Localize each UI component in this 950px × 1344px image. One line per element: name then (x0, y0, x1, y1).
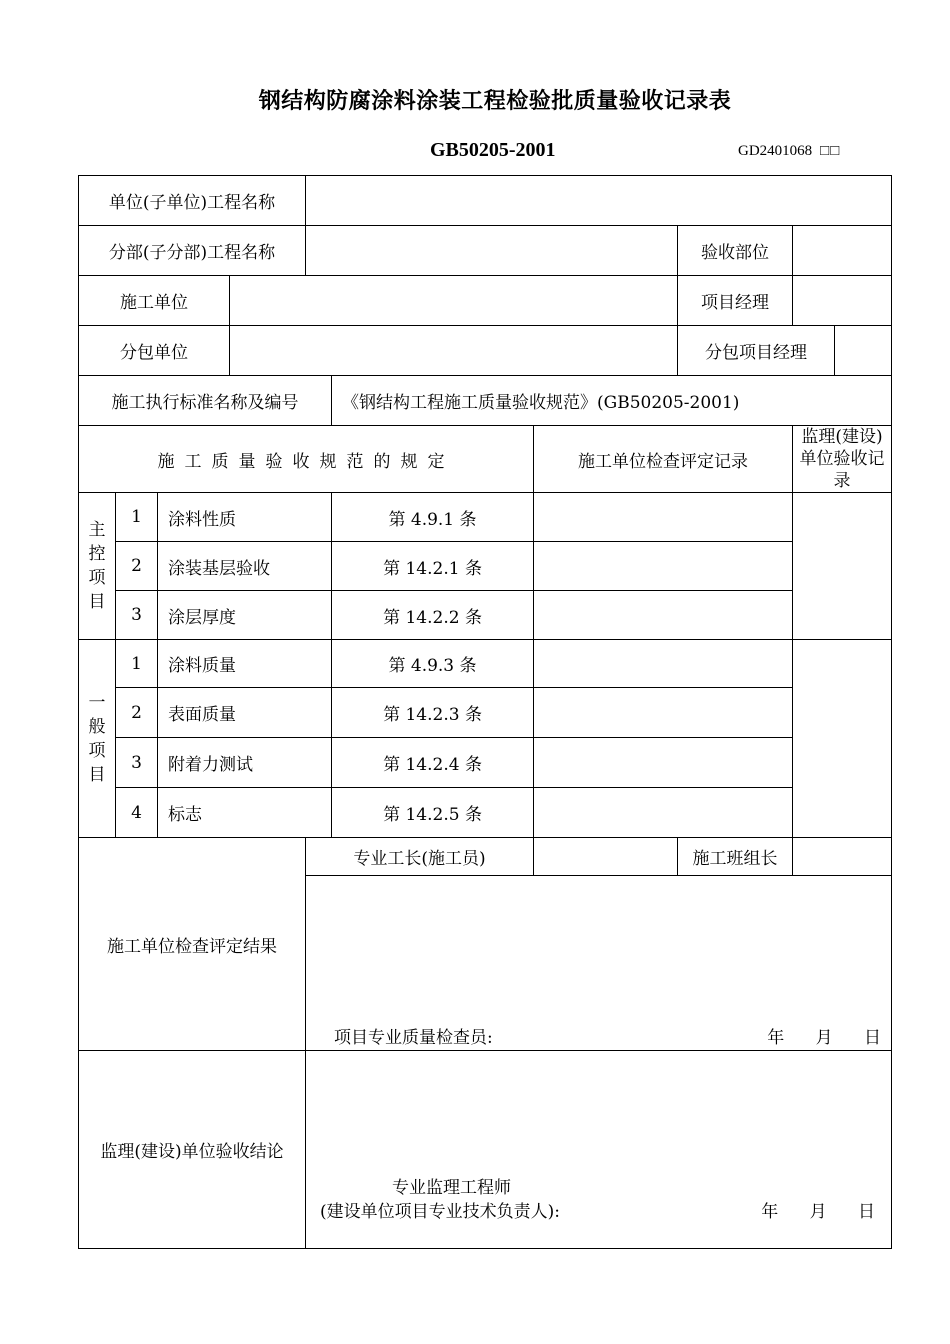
item-check-record[interactable] (534, 493, 793, 542)
item-name: 涂装基层验收 (158, 542, 332, 591)
project-manager-value[interactable] (793, 276, 892, 326)
item-number: 3 (116, 591, 158, 640)
item-clause: 第 14.2.4 条 (332, 738, 534, 788)
supervision-conclusion-label: 监理(建设)单位验收结论 (79, 1051, 306, 1249)
item-name: 涂料质量 (158, 640, 332, 688)
subcontract-unit-label: 分包单位 (79, 326, 230, 376)
sub-project-name-label: 分部(子分部)工程名称 (79, 226, 306, 276)
general-items-label (79, 640, 116, 838)
row-unit-project (79, 176, 892, 226)
inspection-date: 年 月 日 (767, 1028, 882, 1048)
spec-column-header: 施工质量验收规范的规定 (79, 426, 534, 493)
item-clause: 第 14.2.3 条 (332, 688, 534, 738)
team-leader-label: 施工班组长 (678, 838, 793, 876)
main-label-char: 主 (88, 520, 106, 540)
item-clause: 第 14.2.5 条 (332, 788, 534, 838)
item-check-record[interactable] (534, 542, 793, 591)
row-subcontract (79, 326, 892, 376)
form-code-boxes: □□ (820, 143, 841, 159)
check-record-column-header: 施工单位检查评定记录 (534, 426, 793, 493)
item-name: 表面质量 (158, 688, 332, 738)
supervision-engineer-label: 专业监理工程师 (392, 1178, 512, 1198)
standard-label: 施工执行标准名称及编号 (79, 376, 332, 426)
general-item-row (79, 738, 892, 788)
main-items-label (79, 493, 116, 640)
main-supervision-record[interactable] (793, 493, 892, 640)
owner-representative-label: (建设单位项目专业技术负责人): (320, 1202, 561, 1222)
row-construction-unit (79, 276, 892, 326)
supervision-column-header (793, 426, 892, 493)
item-clause: 第 4.9.3 条 (332, 640, 534, 688)
row-foreman (79, 838, 892, 876)
item-number: 1 (116, 493, 158, 542)
main-label-char: 项 (88, 568, 106, 588)
acceptance-part-label: 验收部位 (678, 226, 793, 276)
form-code (738, 143, 840, 160)
main-label-char: 控 (88, 544, 106, 564)
item-check-record[interactable] (534, 591, 793, 640)
main-item-row (79, 542, 892, 591)
standard-number: GB50205-2001 (430, 139, 556, 161)
item-check-record[interactable] (534, 688, 793, 738)
item-clause: 第 14.2.2 条 (332, 591, 534, 640)
inspection-record-table (78, 175, 892, 1249)
project-manager-label: 项目经理 (678, 276, 793, 326)
unit-project-name-label: 单位(子单位)工程名称 (79, 176, 306, 226)
item-number: 3 (116, 738, 158, 788)
main-item-row (79, 493, 892, 542)
general-item-row (79, 688, 892, 738)
row-supervision-conclusion (79, 1051, 892, 1249)
supervision-header-line1: 监理(建设) (801, 427, 883, 447)
general-item-row (79, 640, 892, 688)
acceptance-part-value[interactable] (793, 226, 892, 276)
main-label-char: 目 (88, 592, 106, 612)
item-check-record[interactable] (534, 640, 793, 688)
form-code-number: GD2401068 (738, 143, 813, 159)
item-number: 2 (116, 542, 158, 591)
general-label-char: 项 (88, 740, 106, 761)
row-sub-project (79, 226, 892, 276)
item-check-record[interactable] (534, 738, 793, 788)
item-name: 涂料性质 (158, 493, 332, 542)
general-label-char: 目 (88, 764, 106, 785)
subcontract-manager-label: 分包项目经理 (678, 326, 835, 376)
team-leader-value[interactable] (793, 838, 892, 876)
general-label-char: 一 (88, 692, 106, 713)
form-title: 钢结构防腐涂料涂装工程检验批质量验收记录表 (258, 89, 732, 114)
subcontract-manager-value[interactable] (835, 326, 892, 376)
main-item-row (79, 591, 892, 640)
item-check-record[interactable] (534, 788, 793, 838)
item-clause: 第 4.9.1 条 (332, 493, 534, 542)
supervision-conclusion-area[interactable] (306, 1051, 892, 1249)
standard-value: 《钢结构工程施工质量验收规范》(GB50205-2001) (332, 376, 892, 426)
row-column-headers (79, 426, 892, 493)
row-standard (79, 376, 892, 426)
sub-project-name-value[interactable] (306, 226, 678, 276)
foreman-value[interactable] (534, 838, 678, 876)
item-number: 2 (116, 688, 158, 738)
foreman-label: 专业工长(施工员) (306, 838, 534, 876)
quality-inspector-label: 项目专业质量检查员: (334, 1028, 493, 1048)
item-name: 涂层厚度 (158, 591, 332, 640)
construction-result-area[interactable] (306, 876, 892, 1051)
construction-unit-label: 施工单位 (79, 276, 230, 326)
subcontract-unit-value[interactable] (230, 326, 678, 376)
construction-unit-value[interactable] (230, 276, 678, 326)
item-clause: 第 14.2.1 条 (332, 542, 534, 591)
item-number: 4 (116, 788, 158, 838)
conclusion-date: 年 月 日 (761, 1202, 876, 1222)
supervision-header-line2: 单位验收记录 (799, 449, 885, 491)
construction-result-label: 施工单位检查评定结果 (79, 838, 306, 1051)
item-name: 标志 (158, 788, 332, 838)
unit-project-name-value[interactable] (306, 176, 892, 226)
general-label-char: 般 (88, 716, 106, 737)
item-number: 1 (116, 640, 158, 688)
item-name: 附着力测试 (158, 738, 332, 788)
general-supervision-record[interactable] (793, 640, 892, 838)
general-item-row (79, 788, 892, 838)
